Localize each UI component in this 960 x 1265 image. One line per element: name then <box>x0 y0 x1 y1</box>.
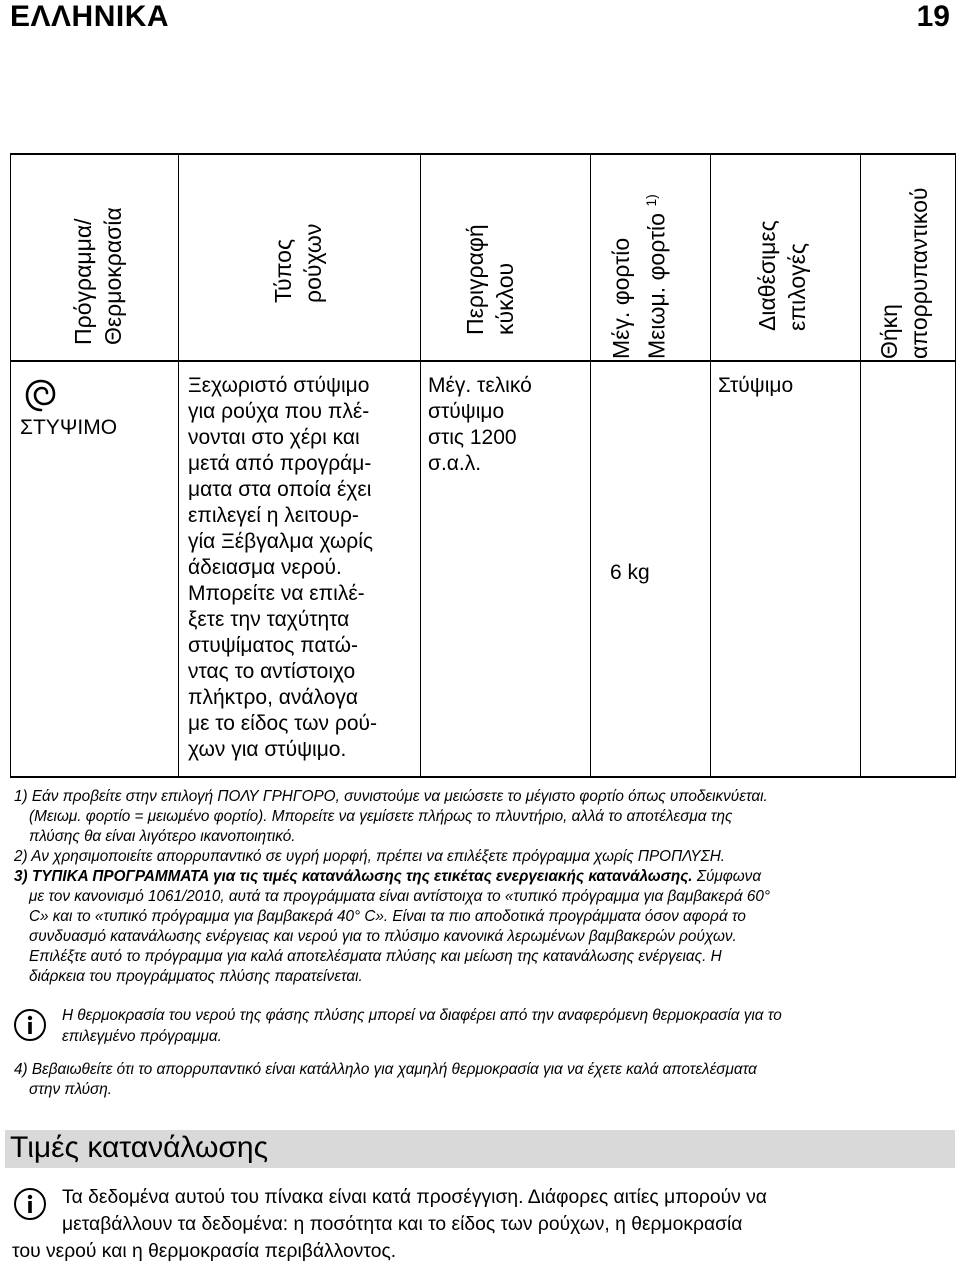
header-options: Διαθέσιμες επιλογές <box>754 220 810 331</box>
spin-icon <box>24 377 58 413</box>
col-border <box>955 153 956 778</box>
info-icon <box>13 1008 47 1042</box>
info-note-temperature: Η θερμοκρασία του νερού της φάσης πλύσης μπορεί να διαφέρει από την αναφερόμενη θερμοκρασία για το επιλεγμένο πρόγραμμα. <box>62 1007 782 1045</box>
col-border <box>590 153 591 778</box>
col-border <box>710 153 711 778</box>
col-border <box>420 153 421 778</box>
footnote-4: 4) Βεβαιωθείτε ότι το απορρυπαντικό είναι κατάλληλο για χαμηλή θερμοκρασία για να έχετε καλά αποτελέσματα στην πλύση. <box>14 1061 757 1098</box>
footnote-2: 2) Αν χρησιμοποιείτε απορρυπαντικό σε υγρή μορφή, πρέπει να επιλέξετε πρόγραμμα χωρίς ΠΡΟΠΛΥΣΗ. <box>14 848 726 865</box>
available-options: Στύψιμο <box>718 374 794 397</box>
max-load: 6 kg <box>610 561 650 584</box>
header-detergent: Θήκη απορρυπαντικού <box>876 187 932 359</box>
table-bottom-border <box>10 776 956 778</box>
page-number: 19 <box>916 0 950 33</box>
header-load: Μέγ. φορτίο Μειωμ. φορτίο $^{1)}$ <box>608 194 670 359</box>
fabric-description: Ξεχωριστό στύψιμο για ρούχα που πλέ- νονται στο χέρι και μετά από προγράμ- ματα στα οποία έχει επιλεγεί η λειτουρ- γία Ξέβγαλμα χωρίς άδειασμα νερού. Μπορείτε να επιλέ- ξετε την ταχύτητα στυψίματος πατώ- ντας το αντίστοιχο πλήκτρο, ανάλογα με το είδος των ρού- χων για στύψιμο. <box>188 374 377 761</box>
header-fabric: Τύπος ρούχων <box>270 223 326 303</box>
consumption-note: Τα δεδομένα αυτού του πίνακα είναι κατά προσέγγιση. Διάφορες αιτίες μπορούν να μεταβάλλουν τα δεδομένα: η ποσότητα και το είδος των ρούχων, η θερμοκρασία του νερού και η θερμοκρασία περιβάλλοντος. <box>12 1187 767 1262</box>
footnote-3: 3) ΤΥΠΙΚΑ ΠΡΟΓΡΑΜΜΑΤΑ για τις τιμές κατανάλωσης της ετικέτας ενεργειακής κατανάλωσης. Σύμφωνα με τον κανονισμό 1061/2010, αυτά τα προγράμματα είναι αντίστοιχα το «τυπικό πρόγραμμα για βαμβακερά 60° C» και το «τυπικό πρόγραμμα για βαμβακερά 40° C». Είναι τα πιο αποδοτικά προγράμματα όσον αφορά το συνδυασμό κατανάλωσης ενέργειας και νερού για το πλύσιμο κανονικά λερωμένων βαμβακερών ρούχων. Επιλέξτε αυτό το πρόγραμμα για καλά αποτελέσματα πλύσης και μείωση της κατανάλωσης ενέργειας. Η διάρκεια του προγράμματος πλύσης παρατείνεται. <box>14 868 771 985</box>
table-top-border <box>10 153 956 155</box>
header-program: Πρόγραμμα/ Θερμοκρασία <box>70 207 126 345</box>
col-border <box>10 153 11 778</box>
footnote-1: 1) Εάν προβείτε στην επιλογή ΠΟΛΥ ΓΡΗΓΟΡΟ, συνιστούμε να μειώσετε το μέγιστο φορτίο όπως υποδεικνύεται. (Μειωμ. φορτίο = μειωμένο φορτίο). Μπορείτε να γεμίσετε πλήρως το πλυντήριο, αλλά το αποτέλεσμα της πλύσης θα είναι λιγότερο ικανοποιητικό. <box>14 788 768 845</box>
header-separator <box>10 360 956 362</box>
cycle-description: Μέγ. τελικό στύψιμο στις 1200 σ.α.λ. <box>428 374 532 475</box>
header-description: Περιγραφή κύκλου <box>462 224 518 335</box>
program-table <box>10 153 956 778</box>
col-border <box>860 153 861 778</box>
col-border <box>178 153 179 778</box>
section-title: Τιμές κατανάλωσης <box>10 1131 269 1164</box>
page-language: ΕΛΛΗΝΙΚΑ <box>10 0 170 33</box>
program-name: ΣΤΥΨΙΜΟ <box>20 416 118 439</box>
